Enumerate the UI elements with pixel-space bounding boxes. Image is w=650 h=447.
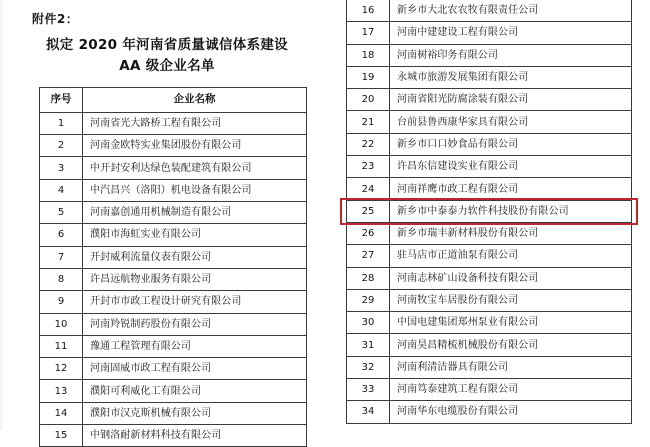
row-index-cell: 5 — [40, 202, 83, 224]
row-index-cell: 1 — [40, 112, 83, 134]
table-row — [40, 313, 307, 335]
row-index-cell: 21 — [347, 111, 390, 133]
company-name-cell: 中汽昌兴（洛阳）机电设备有限公司 — [83, 179, 307, 201]
company-name-cell: 开封市市政工程设计研究有限公司 — [83, 291, 307, 313]
attachment-label: 附件2： — [32, 12, 79, 26]
row-index-cell: 8 — [40, 268, 83, 290]
row-index-cell: 28 — [347, 267, 390, 289]
company-name-cell: 濮阳市海虹实业有限公司 — [83, 224, 307, 246]
table-row — [347, 401, 632, 423]
company-name-cell: 驻马店市正道油泵有限公司 — [390, 245, 632, 267]
row-index-cell: 9 — [40, 291, 83, 313]
company-name-cell: 许昌远航物业服务有限公司 — [83, 268, 307, 290]
table-row — [347, 379, 632, 401]
row-index-cell: 3 — [40, 157, 83, 179]
row-index-cell: 15 — [40, 425, 83, 447]
row-index-cell: 17 — [347, 22, 390, 44]
row-index-cell: 4 — [40, 179, 83, 201]
right-column — [330, 0, 650, 430]
table-row — [40, 380, 307, 402]
row-index-cell: 19 — [347, 66, 390, 88]
row-index-cell: 23 — [347, 156, 390, 178]
row-index-cell: 24 — [347, 178, 390, 200]
company-name-cell: 许昌东信建设实业有限公司 — [390, 156, 632, 178]
table-row — [347, 0, 632, 22]
company-name-cell: 台前县鲁西康华家具有限公司 — [390, 111, 632, 133]
table-row — [40, 202, 307, 224]
table-row — [40, 291, 307, 313]
table-row — [347, 245, 632, 267]
row-index-cell: 11 — [40, 335, 83, 357]
company-name-cell: 永城市旅游发展集团有限公司 — [390, 66, 632, 88]
table-row — [40, 112, 307, 134]
company-table-left — [39, 87, 307, 447]
column-header-index: 序号 — [40, 87, 83, 112]
row-index-cell: 7 — [40, 246, 83, 268]
page-title — [38, 35, 296, 77]
row-index-cell: 22 — [347, 133, 390, 155]
row-index-cell: 12 — [40, 358, 83, 380]
row-index-cell: 27 — [347, 245, 390, 267]
company-name-cell: 河南金欧特实业集团股份有限公司 — [83, 135, 307, 157]
page-title-line1: 拟定 2020 年河南省质量诚信体系建设 — [46, 37, 288, 53]
company-name-cell: 河南昊昌精梳机械股份有限公司 — [390, 334, 632, 356]
row-index-cell: 29 — [347, 289, 390, 311]
company-name-cell: 河南志林矿山设备科技有限公司 — [390, 267, 632, 289]
company-name-cell: 河南羚锐制药股份有限公司 — [83, 313, 307, 335]
row-index-cell: 2 — [40, 135, 83, 157]
table-header-row — [40, 87, 307, 112]
company-name-cell: 新乡市口口妙食品有限公司 — [390, 133, 632, 155]
table-row — [347, 178, 632, 200]
company-name-cell: 中国电建集团郑州泵业有限公司 — [390, 312, 632, 334]
table-row — [40, 335, 307, 357]
table-row — [40, 268, 307, 290]
table-row — [40, 402, 307, 424]
table-row — [347, 89, 632, 111]
company-name-cell: 河南牧宝车居股份有限公司 — [390, 289, 632, 311]
company-table-right — [346, 0, 632, 424]
company-name-cell: 中钢洛耐新材料科技有限公司 — [83, 425, 307, 447]
page-title-line2: AA 级企业名单 — [119, 57, 215, 74]
company-name-cell: 河南省光大路桥工程有限公司 — [83, 112, 307, 134]
company-name-cell: 新乡市瑞丰新材料股份有限公司 — [390, 222, 632, 244]
company-name-cell: 河南嘉创通用机械制造有限公司 — [83, 202, 307, 224]
company-name-cell: 河南华东电缆股份有限公司 — [390, 401, 632, 423]
table-row — [40, 135, 307, 157]
row-index-cell: 31 — [347, 334, 390, 356]
table-row — [347, 44, 632, 66]
row-index-cell: 14 — [40, 402, 83, 424]
table-row — [347, 334, 632, 356]
company-name-cell: 河南祥鹰市政工程有限公司 — [390, 178, 632, 200]
company-name-cell: 新乡市大北农农牧有限责任公司 — [390, 0, 632, 22]
table-row — [347, 22, 632, 44]
row-index-cell: 18 — [347, 44, 390, 66]
row-index-cell: 25 — [347, 200, 390, 222]
table-row — [40, 224, 307, 246]
company-name-cell: 河南固威市政工程有限公司 — [83, 358, 307, 380]
row-index-cell: 34 — [347, 401, 390, 423]
table-row — [347, 222, 632, 244]
row-index-cell: 32 — [347, 356, 390, 378]
company-name-cell: 濮阳可利威化工有限公司 — [83, 380, 307, 402]
row-index-cell: 10 — [40, 313, 83, 335]
row-index-cell: 13 — [40, 380, 83, 402]
table-row — [347, 289, 632, 311]
table-row — [40, 425, 307, 447]
table-row — [40, 157, 307, 179]
company-name-cell: 河南笃泰建筑工程有限公司 — [390, 379, 632, 401]
row-index-cell: 16 — [347, 0, 390, 22]
table-row — [347, 111, 632, 133]
company-name-cell: 新乡市中泰泰力软件科技股份有限公司 — [390, 200, 632, 222]
table-row — [347, 356, 632, 378]
company-name-cell: 中开封安利达绿色装配建筑有限公司 — [83, 157, 307, 179]
column-header-company: 企业名称 — [83, 87, 307, 112]
table-row — [347, 66, 632, 88]
row-index-cell: 30 — [347, 312, 390, 334]
company-name-cell: 河南树裕印务有限公司 — [390, 44, 632, 66]
table-row — [347, 312, 632, 334]
company-name-cell: 河南中建建设工程有限公司 — [390, 22, 632, 44]
company-name-cell: 河南利清洁器具有限公司 — [390, 356, 632, 378]
row-index-cell: 6 — [40, 224, 83, 246]
table-row — [347, 267, 632, 289]
row-index-cell: 33 — [347, 379, 390, 401]
company-name-cell: 开封威利流量仪表有限公司 — [83, 246, 307, 268]
company-name-cell: 豫通工程管理有限公司 — [83, 335, 307, 357]
table-row — [40, 179, 307, 201]
table-row — [347, 156, 632, 178]
company-name-cell: 河南省阳光防腐涂装有限公司 — [390, 89, 632, 111]
table-row — [40, 358, 307, 380]
table-row — [347, 133, 632, 155]
table-row — [347, 200, 632, 222]
company-name-cell: 濮阳市汉克斯机械有限公司 — [83, 402, 307, 424]
row-index-cell: 20 — [347, 89, 390, 111]
table-row — [40, 246, 307, 268]
row-index-cell: 26 — [347, 222, 390, 244]
